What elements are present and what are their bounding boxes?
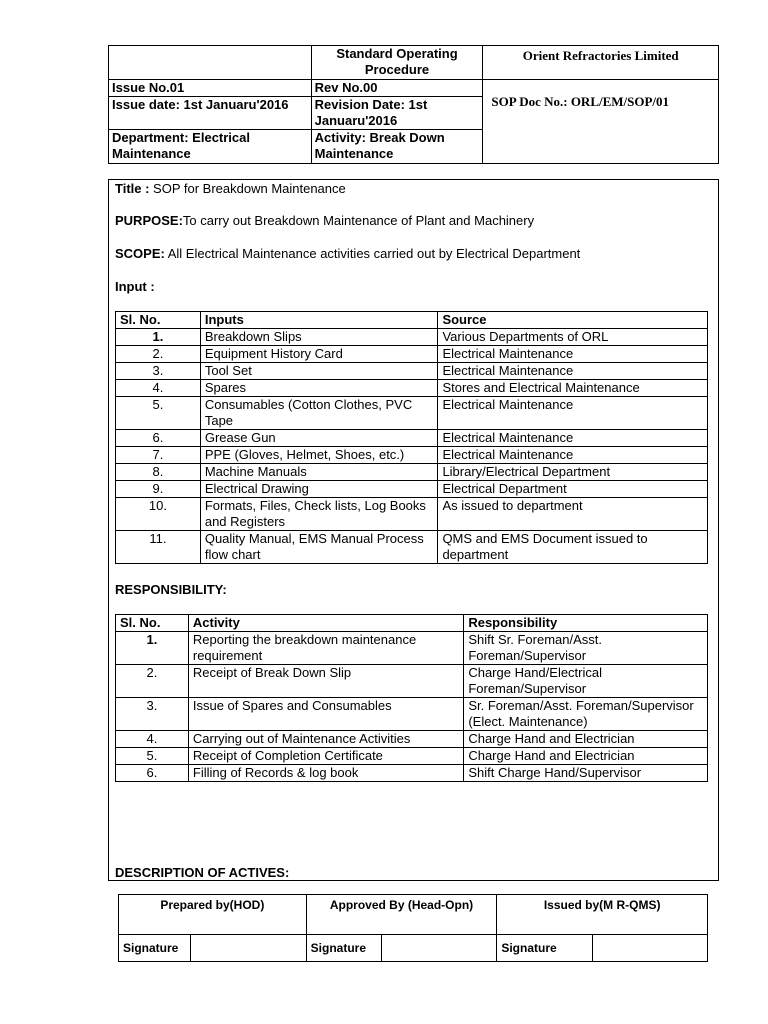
row-number: 4. xyxy=(116,380,201,397)
table-row xyxy=(116,380,708,397)
input-source: As issued to department xyxy=(438,498,708,531)
input-name: Formats, Files, Check lists, Log Books and Registers xyxy=(200,498,438,531)
table-row xyxy=(116,765,708,782)
purpose-text: To carry out Breakdown Maintenance of Plant and Machinery xyxy=(182,213,535,228)
company-name: Orient Refractories Limited xyxy=(483,46,719,80)
input-source: Electrical Maintenance xyxy=(438,363,708,380)
resp-header-activity: Activity xyxy=(188,615,463,632)
sop-title: Standard Operating Procedure xyxy=(311,46,483,80)
table-row xyxy=(116,481,708,498)
row-number: 4. xyxy=(116,731,189,748)
row-number: 1. xyxy=(116,632,189,665)
input-source: Electrical Department xyxy=(438,481,708,498)
row-number: 11. xyxy=(116,531,201,564)
approved-by: Approved By (Head-Opn) xyxy=(306,895,497,935)
responsible-party: Charge Hand/Electrical Foreman/Supervisor xyxy=(464,665,708,698)
resp-header-responsibility: Responsibility xyxy=(464,615,708,632)
signature-field-prepared[interactable] xyxy=(190,935,306,962)
issued-by: Issued by(M R-QMS) xyxy=(497,895,708,935)
input-label: Input : xyxy=(115,279,155,294)
table-row xyxy=(116,397,708,430)
signature-field-issued[interactable] xyxy=(593,935,708,962)
table-row xyxy=(116,447,708,464)
input-name: PPE (Gloves, Helmet, Shoes, etc.) xyxy=(200,447,438,464)
activity-name: Receipt of Break Down Slip xyxy=(188,665,463,698)
input-name: Consumables (Cotton Clothes, PVC Tape xyxy=(200,397,438,430)
inputs-header-row xyxy=(116,312,708,329)
title-label: Title : xyxy=(115,181,150,196)
signature-table xyxy=(118,894,708,962)
signature-label-issued: Signature xyxy=(497,935,593,962)
responsible-party: Shift Charge Hand/Supervisor xyxy=(464,765,708,782)
activity-name: Reporting the breakdown maintenance requirement xyxy=(188,632,463,665)
input-name: Spares xyxy=(200,380,438,397)
row-number: 8. xyxy=(116,464,201,481)
responsible-party: Shift Sr. Foreman/Asst. Foreman/Supervisor xyxy=(464,632,708,665)
resp-header-slno: Sl. No. xyxy=(116,615,189,632)
activity-name: Receipt of Completion Certificate xyxy=(188,748,463,765)
row-number: 1. xyxy=(116,329,201,346)
table-row xyxy=(116,346,708,363)
table-row xyxy=(116,748,708,765)
row-number: 3. xyxy=(116,698,189,731)
signature-label-prepared: Signature xyxy=(119,935,191,962)
input-source: Stores and Electrical Maintenance xyxy=(438,380,708,397)
table-row xyxy=(116,498,708,531)
inputs-header-inputs: Inputs xyxy=(200,312,438,329)
row-number: 6. xyxy=(116,430,201,447)
signature-label-approved: Signature xyxy=(306,935,381,962)
input-name: Breakdown Slips xyxy=(200,329,438,346)
activity: Activity: Break Down Maintenance xyxy=(311,130,483,164)
header-table xyxy=(108,45,719,164)
input-name: Grease Gun xyxy=(200,430,438,447)
activity-name: Carrying out of Maintenance Activities xyxy=(188,731,463,748)
signature-field-approved[interactable] xyxy=(381,935,497,962)
issue-date: Issue date: 1st Januaru'2016 xyxy=(109,97,312,130)
doc-no: SOP Doc No.: ORL/EM/SOP/01 xyxy=(483,80,719,164)
revision-date: Revision Date: 1st Januaru'2016 xyxy=(311,97,483,130)
resp-header-row xyxy=(116,615,708,632)
responsible-party: Charge Hand and Electrician xyxy=(464,748,708,765)
table-row xyxy=(116,731,708,748)
input-source: Electrical Maintenance xyxy=(438,447,708,464)
input-source: Electrical Maintenance xyxy=(438,346,708,363)
input-source: Various Departments of ORL xyxy=(438,329,708,346)
scope-text: All Electrical Maintenance activities carried out by Electrical Department xyxy=(164,246,581,261)
input-name: Tool Set xyxy=(200,363,438,380)
row-number: 6. xyxy=(116,765,189,782)
input-source: Library/Electrical Department xyxy=(438,464,708,481)
inputs-header-slno: Sl. No. xyxy=(116,312,201,329)
activity-name: Filling of Records & log book xyxy=(188,765,463,782)
responsible-party: Charge Hand and Electrician xyxy=(464,731,708,748)
table-row xyxy=(116,464,708,481)
row-number: 9. xyxy=(116,481,201,498)
purpose-label: PURPOSE: xyxy=(115,213,183,228)
table-row xyxy=(116,363,708,380)
input-name: Quality Manual, EMS Manual Process flow chart xyxy=(200,531,438,564)
input-name: Electrical Drawing xyxy=(200,481,438,498)
table-row xyxy=(116,430,708,447)
issue-no: Issue No.01 xyxy=(109,80,312,97)
header-blank-cell xyxy=(109,46,312,80)
input-source: QMS and EMS Document issued to department xyxy=(438,531,708,564)
description-label: DESCRIPTION OF ACTIVES: xyxy=(115,865,290,880)
row-number: 2. xyxy=(116,346,201,363)
activity-name: Issue of Spares and Consumables xyxy=(188,698,463,731)
responsible-party: Sr. Foreman/Asst. Foreman/Supervisor (Elect. Maintenance) xyxy=(464,698,708,731)
table-row xyxy=(116,698,708,731)
row-number: 7. xyxy=(116,447,201,464)
prepared-by: Prepared by(HOD) xyxy=(119,895,307,935)
title-line xyxy=(115,181,346,196)
input-source: Electrical Maintenance xyxy=(438,397,708,430)
responsibility-table xyxy=(115,614,708,782)
sop-body xyxy=(108,179,719,881)
row-number: 10. xyxy=(116,498,201,531)
scope-line xyxy=(115,246,580,261)
responsibility-label: RESPONSIBILITY: xyxy=(115,582,227,597)
inputs-header-source: Source xyxy=(438,312,708,329)
table-row xyxy=(116,329,708,346)
purpose-line xyxy=(115,213,534,228)
input-name: Equipment History Card xyxy=(200,346,438,363)
input-source: Electrical Maintenance xyxy=(438,430,708,447)
department: Department: Electrical Maintenance xyxy=(109,130,312,164)
input-name: Machine Manuals xyxy=(200,464,438,481)
inputs-table xyxy=(115,311,708,564)
row-number: 5. xyxy=(116,397,201,430)
rev-no: Rev No.00 xyxy=(311,80,483,97)
row-number: 5. xyxy=(116,748,189,765)
title-text: SOP for Breakdown Maintenance xyxy=(149,181,346,196)
scope-label: SCOPE: xyxy=(115,246,165,261)
table-row xyxy=(116,632,708,665)
row-number: 3. xyxy=(116,363,201,380)
row-number: 2. xyxy=(116,665,189,698)
table-row xyxy=(116,531,708,564)
table-row xyxy=(116,665,708,698)
